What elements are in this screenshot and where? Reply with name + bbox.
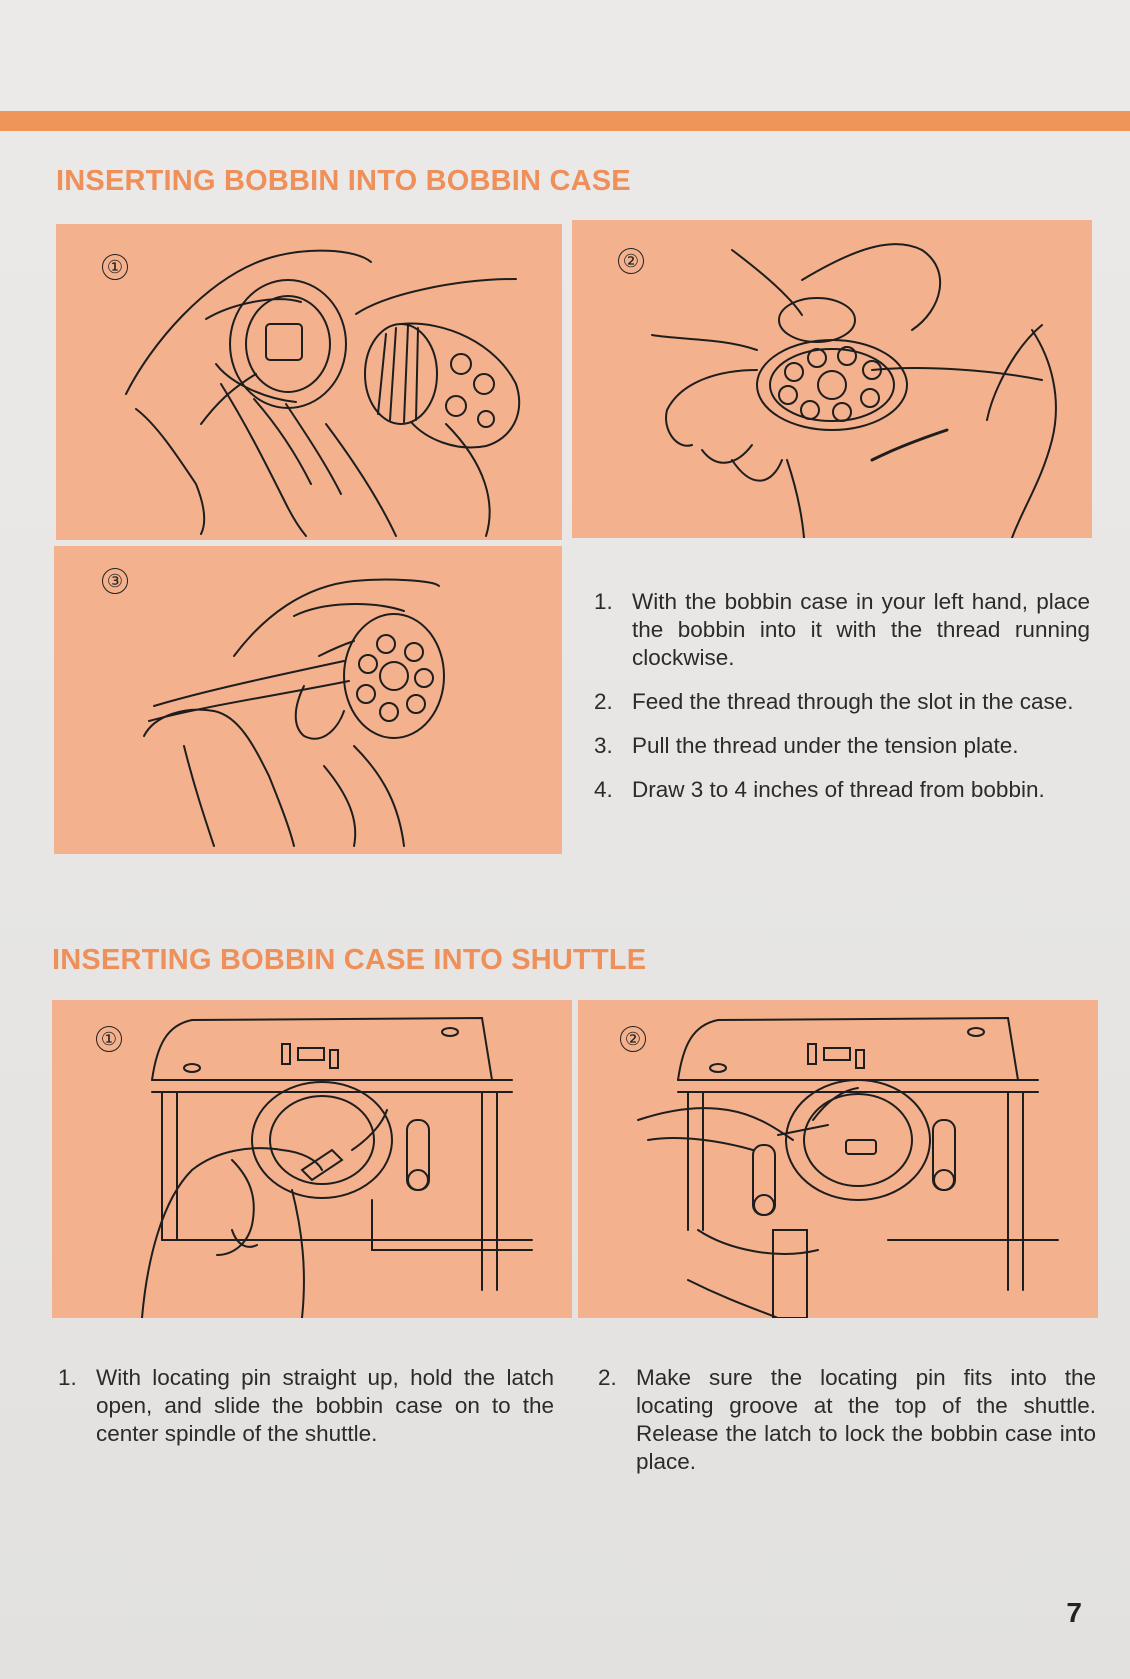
lock-bobbin-case-illustration	[578, 1000, 1098, 1318]
list-item	[598, 1364, 1096, 1476]
figure-2-panel	[572, 220, 1092, 538]
thread-under-tension-plate-illustration	[54, 546, 562, 854]
figure-1-panel	[56, 224, 562, 540]
figure-marker: ③	[102, 568, 128, 594]
page-number: 7	[1066, 1597, 1082, 1628]
step-number: 1.	[58, 1365, 77, 1390]
section2-step-1	[58, 1364, 554, 1448]
step-number: 4.	[594, 777, 613, 802]
figure-shuttle-1-panel	[52, 1000, 572, 1318]
step-number: 1.	[594, 589, 613, 614]
step-number: 3.	[594, 733, 613, 758]
figure-marker: ②	[618, 248, 644, 274]
list-item	[594, 688, 1090, 716]
step-text: Pull the thread under the tension plate.	[632, 733, 1019, 758]
section-title-case-into-shuttle: INSERTING BOBBIN CASE INTO SHUTTLE	[52, 944, 647, 976]
section1-steps	[594, 588, 1090, 804]
figure-marker: ②	[620, 1026, 646, 1052]
step-text: Draw 3 to 4 inches of thread from bobbin.	[632, 777, 1045, 802]
list-item	[58, 1364, 554, 1448]
slide-bobbin-case-onto-shuttle-illustration	[52, 1000, 572, 1318]
section2-step-2	[598, 1364, 1096, 1476]
step-text: With locating pin straight up, hold the latch open, and slide the bobbin case on to the center spindle of the shuttle.	[96, 1365, 554, 1446]
figure-shuttle-2-panel	[578, 1000, 1098, 1318]
thread-through-slot-illustration	[572, 220, 1092, 538]
figure-marker: ①	[96, 1026, 122, 1052]
header-accent-bar	[0, 111, 1130, 131]
list-item	[594, 732, 1090, 760]
step-number: 2.	[594, 689, 613, 714]
figure-3-panel	[54, 546, 562, 854]
step-text: With the bobbin case in your left hand, place the bobbin into it with the thread running clockwise.	[632, 589, 1090, 670]
step-text: Make sure the locating pin fits into the locating groove at the top of the shuttle. Release the latch to lock the bobbin case into place.	[636, 1365, 1096, 1474]
hand-holding-bobbin-case-illustration	[56, 224, 562, 540]
list-item	[594, 776, 1090, 804]
step-text: Feed the thread through the slot in the case.	[632, 689, 1074, 714]
list-item	[594, 588, 1090, 672]
figure-marker: ①	[102, 254, 128, 280]
step-number: 2.	[598, 1365, 617, 1390]
section-title-bobbin-into-case: INSERTING BOBBIN INTO BOBBIN CASE	[56, 165, 631, 197]
